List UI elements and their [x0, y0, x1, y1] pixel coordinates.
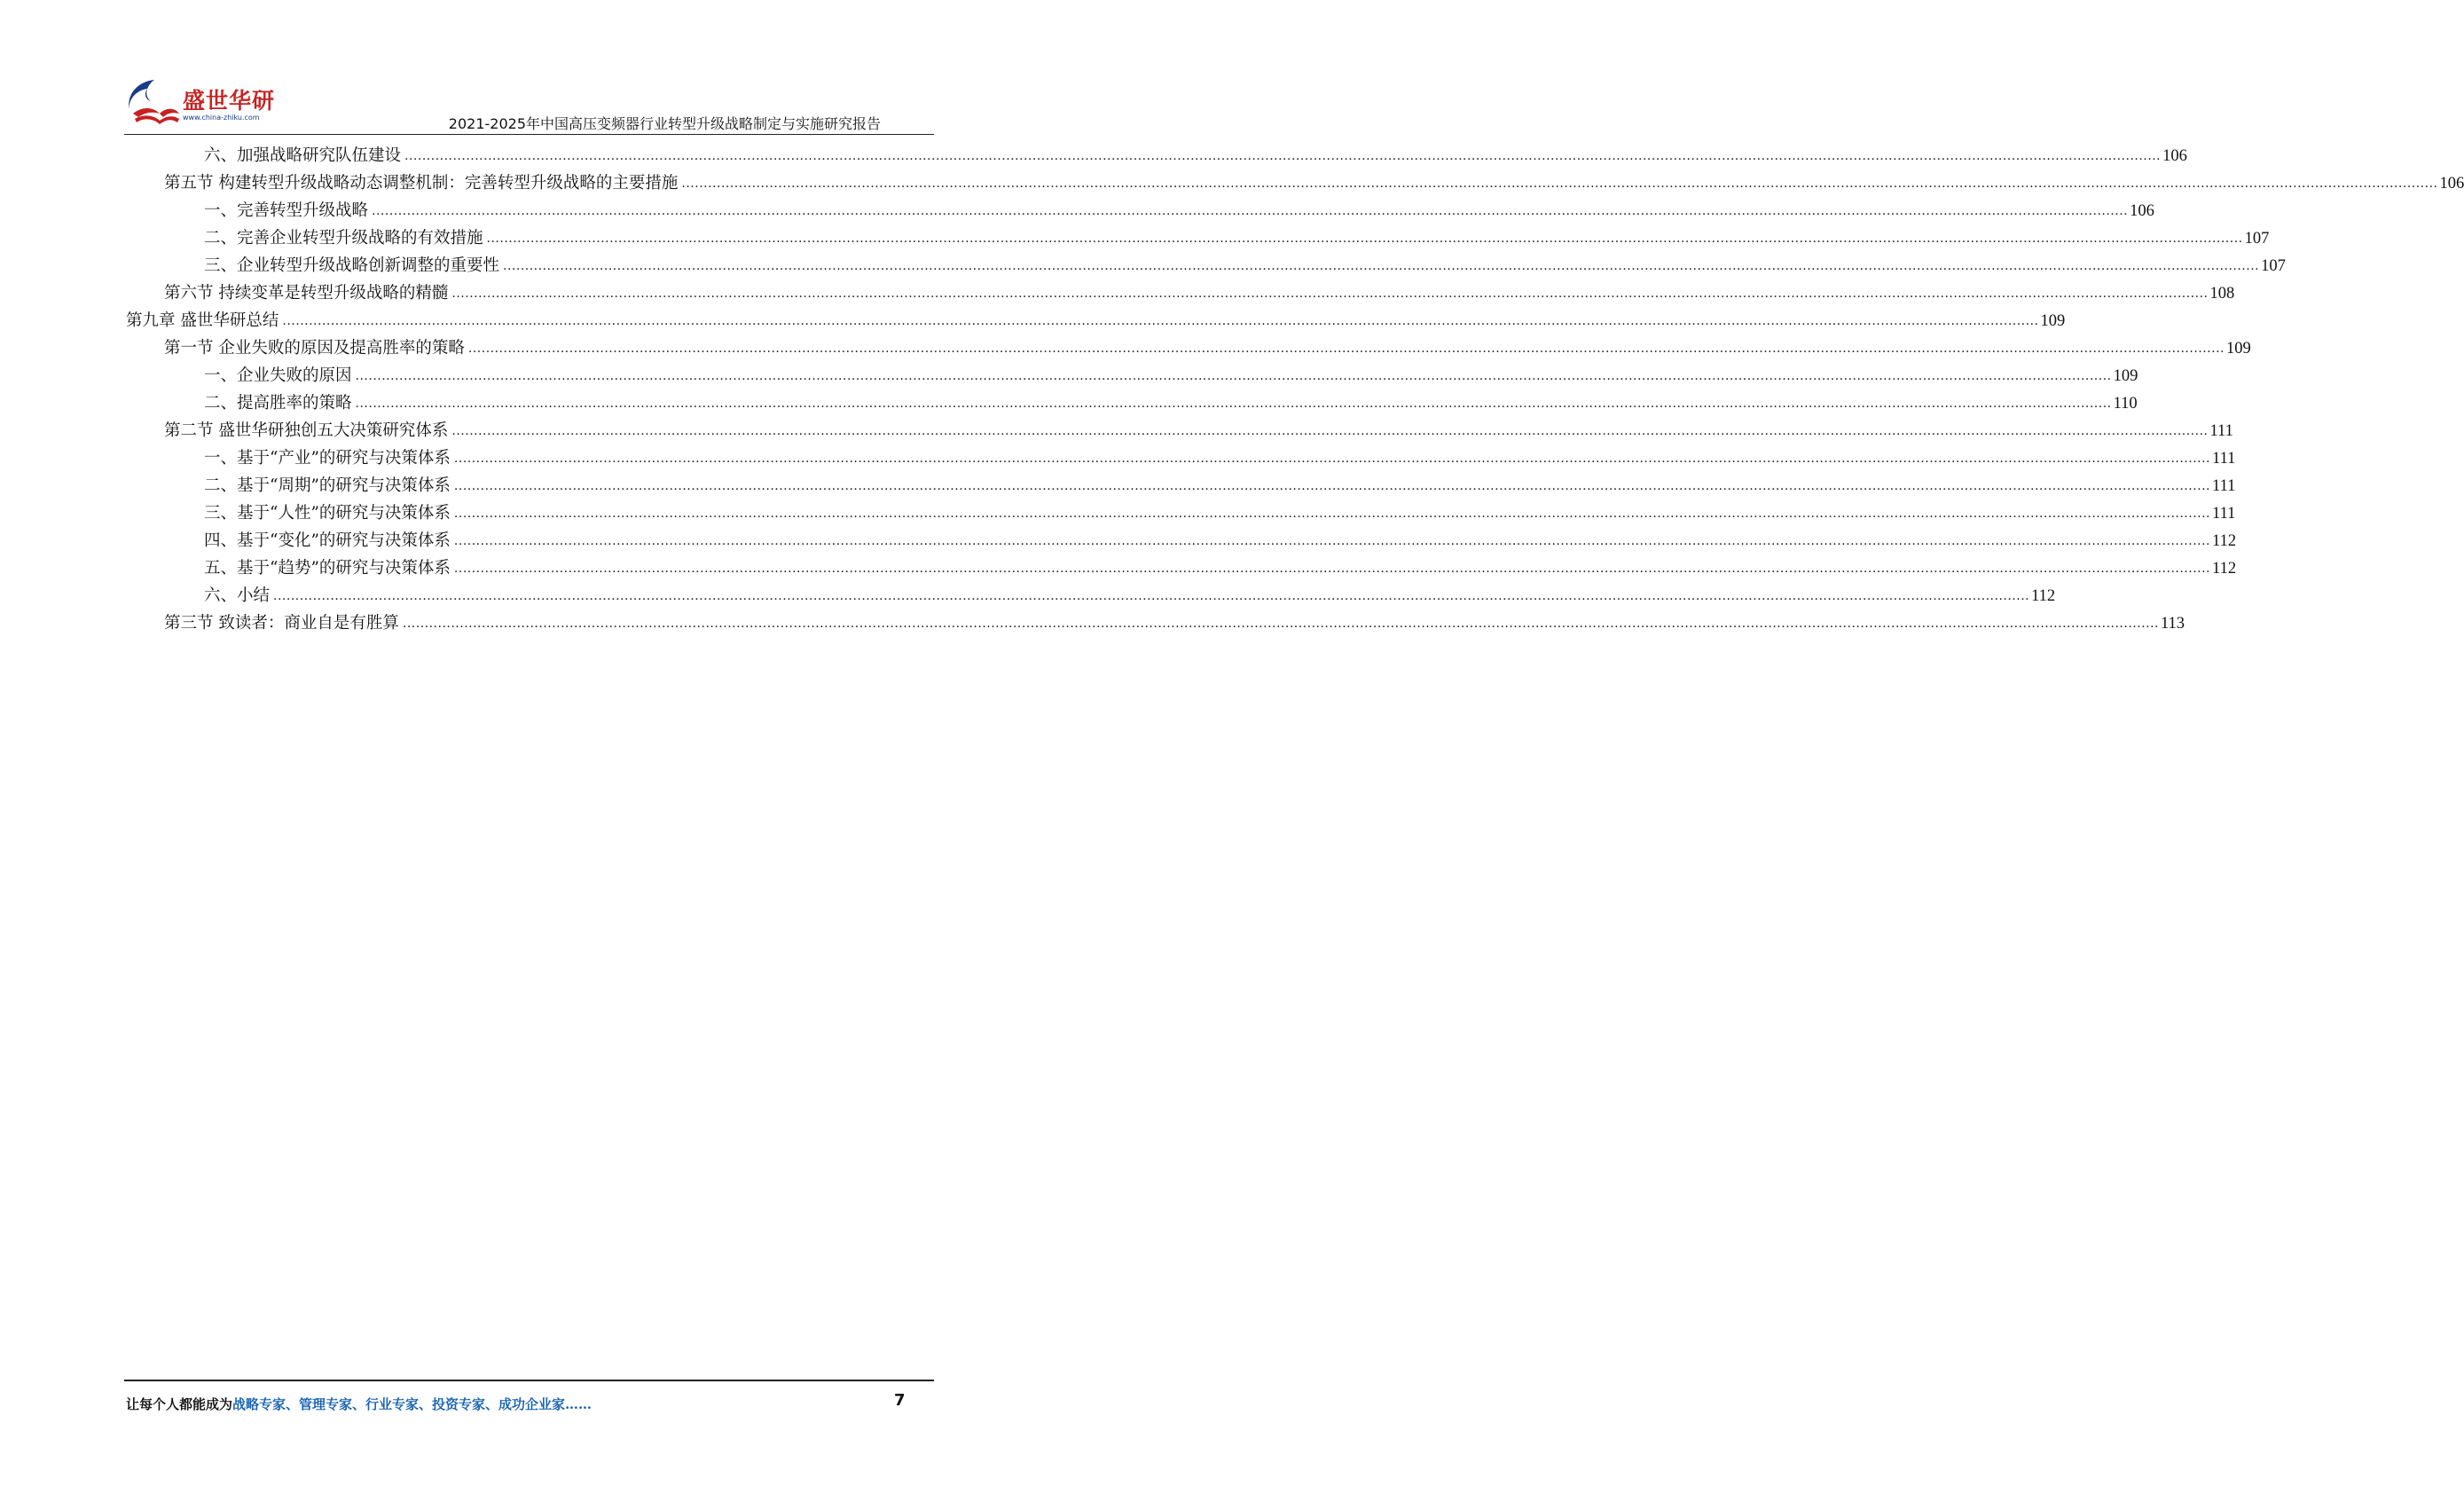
toc-dot-leader: ................................................................................................................................................................................................................................................................................................................................................................................................................	[404, 149, 2162, 163]
toc-entry[interactable]	[204, 195, 2154, 223]
toc-entry[interactable]	[204, 360, 2138, 388]
toc-entry-title: 六、加强战略研究队伍建设	[204, 146, 402, 165]
toc-entry-title: 第六节 持续变革是转型升级战略的精髓	[164, 284, 449, 303]
toc-entry[interactable]	[204, 140, 2187, 168]
toc-entry-title: 第三节 致读者：商业自是有胜算	[164, 614, 399, 633]
toc-entry[interactable]	[204, 580, 2056, 608]
toc-dot-leader: ................................................................................................................................................................................................................................................................................................................................................................................................................	[486, 232, 2243, 246]
toc-entry[interactable]	[164, 415, 2233, 443]
header-divider	[124, 134, 934, 135]
toc-entry-title: 第九章 盛世华研总结	[126, 311, 279, 330]
toc-entry-title: 第五节 构建转型升级战略动态调整机制：完善转型升级战略的主要措施	[164, 174, 679, 193]
toc-entry-title: 第二节 盛世华研独创五大决策研究体系	[164, 421, 449, 440]
toc-dot-leader: ................................................................................................................................................................................................................................................................................................................................................................................................................	[453, 534, 2210, 548]
toc-entry-page: 107	[2244, 230, 2270, 248]
toc-entry-page: 111	[2212, 477, 2236, 495]
toc-entry-title: 二、完善企业转型升级战略的有效措施	[204, 229, 483, 248]
slogan-roles: 战略专家、管理专家、行业专家、投资专家、成功企业家……	[232, 1396, 592, 1412]
toc-entry-page: 112	[2212, 560, 2237, 578]
toc-entry-page: 112	[2212, 532, 2237, 550]
toc-entry[interactable]	[204, 250, 2286, 278]
logo-url: www.china-zhiku.com	[183, 114, 260, 122]
toc-entry-page: 111	[2209, 422, 2233, 440]
logo-emblem-icon	[124, 75, 181, 131]
toc-entry[interactable]	[204, 388, 2138, 415]
toc-entry[interactable]	[164, 608, 2185, 635]
toc-entry-page: 109	[2113, 367, 2138, 385]
toc-entry-title: 一、基于“产业”的研究与决策体系	[204, 449, 451, 468]
toc-entry-page: 111	[2212, 450, 2236, 468]
toc-entry-page: 109	[2225, 340, 2251, 358]
toc-dot-leader: ................................................................................................................................................................................................................................................................................................................................................................................................................	[681, 177, 2438, 191]
toc-dot-leader: ................................................................................................................................................................................................................................................................................................................................................................................................................	[451, 424, 2209, 438]
toc-dot-leader: ................................................................................................................................................................................................................................................................................................................................................................................................................	[453, 479, 2210, 493]
toc-entry-page: 107	[2261, 257, 2286, 275]
toc-entry-title: 二、基于“周期”的研究与决策体系	[204, 476, 451, 495]
toc-entry[interactable]	[204, 470, 2236, 498]
toc-entry-title: 五、基于“趋势”的研究与决策体系	[204, 559, 451, 578]
toc-dot-leader: ................................................................................................................................................................................................................................................................................................................................................................................................................	[355, 369, 2112, 383]
toc-entry[interactable]	[204, 553, 2237, 580]
toc-entry[interactable]	[204, 223, 2270, 250]
toc-entry-page: 106	[2130, 202, 2154, 220]
slogan-lead: 让每个人都能成为	[126, 1396, 233, 1412]
toc-entry-title: 六、小结	[204, 586, 271, 605]
toc-entry[interactable]	[164, 333, 2251, 360]
footer-slogan	[126, 1395, 592, 1413]
toc-entry[interactable]	[204, 498, 2236, 525]
toc-dot-leader: ................................................................................................................................................................................................................................................................................................................................................................................................................	[503, 259, 2260, 273]
toc-dot-leader: ................................................................................................................................................................................................................................................................................................................................................................................................................	[453, 452, 2210, 466]
toc-entry[interactable]	[204, 443, 2236, 470]
company-logo	[124, 75, 275, 131]
document-title: 2021-2025年中国高压变频器行业转型升级战略制定与实施研究报告	[448, 115, 881, 132]
toc-entry-title: 三、基于“人性”的研究与决策体系	[204, 504, 451, 523]
toc-dot-leader: ................................................................................................................................................................................................................................................................................................................................................................................................................	[355, 397, 2112, 411]
footer-divider	[124, 1380, 934, 1381]
toc-entry-title: 一、完善转型升级战略	[204, 201, 369, 220]
toc-entry[interactable]	[126, 305, 2066, 333]
toc-dot-leader: ................................................................................................................................................................................................................................................................................................................................................................................................................	[451, 287, 2209, 301]
toc-entry-title: 一、企业失败的原因	[204, 366, 352, 385]
toc-entry[interactable]	[164, 278, 2235, 305]
toc-entry-page: 106	[2162, 147, 2187, 165]
toc-dot-leader: ................................................................................................................................................................................................................................................................................................................................................................................................................	[372, 204, 2129, 218]
toc-entry-page: 111	[2212, 505, 2236, 523]
toc-dot-leader: ................................................................................................................................................................................................................................................................................................................................................................................................................	[273, 589, 2030, 603]
page-number: 7	[894, 1391, 906, 1410]
toc-entry-page: 110	[2113, 395, 2138, 413]
toc-entry-page: 113	[2160, 615, 2185, 633]
toc-dot-leader: ................................................................................................................................................................................................................................................................................................................................................................................................................	[453, 562, 2210, 576]
toc-entry-page: 106	[2439, 175, 2464, 193]
toc-dot-leader: ................................................................................................................................................................................................................................................................................................................................................................................................................	[402, 617, 2159, 631]
toc-entry-page: 112	[2031, 587, 2056, 605]
toc-entry[interactable]	[164, 168, 2464, 195]
toc-entry-title: 二、提高胜率的策略	[204, 394, 352, 413]
toc-entry-title: 四、基于“变化”的研究与决策体系	[204, 531, 451, 550]
toc-dot-leader: ................................................................................................................................................................................................................................................................................................................................................................................................................	[282, 314, 2039, 328]
toc-entry[interactable]	[204, 525, 2237, 553]
toc-entry-title: 三、企业转型升级战略创新调整的重要性	[204, 256, 500, 275]
logo-text: 盛世华研	[183, 88, 276, 114]
page-header	[0, 0, 1056, 135]
toc-dot-leader: ................................................................................................................................................................................................................................................................................................................................................................................................................	[467, 342, 2225, 356]
toc-entry-title: 第一节 企业失败的原因及提高胜率的策略	[164, 339, 465, 358]
toc-dot-leader: ................................................................................................................................................................................................................................................................................................................................................................................................................	[453, 507, 2210, 521]
toc-entry-page: 108	[2209, 285, 2235, 303]
toc-entry-page: 109	[2040, 312, 2066, 330]
